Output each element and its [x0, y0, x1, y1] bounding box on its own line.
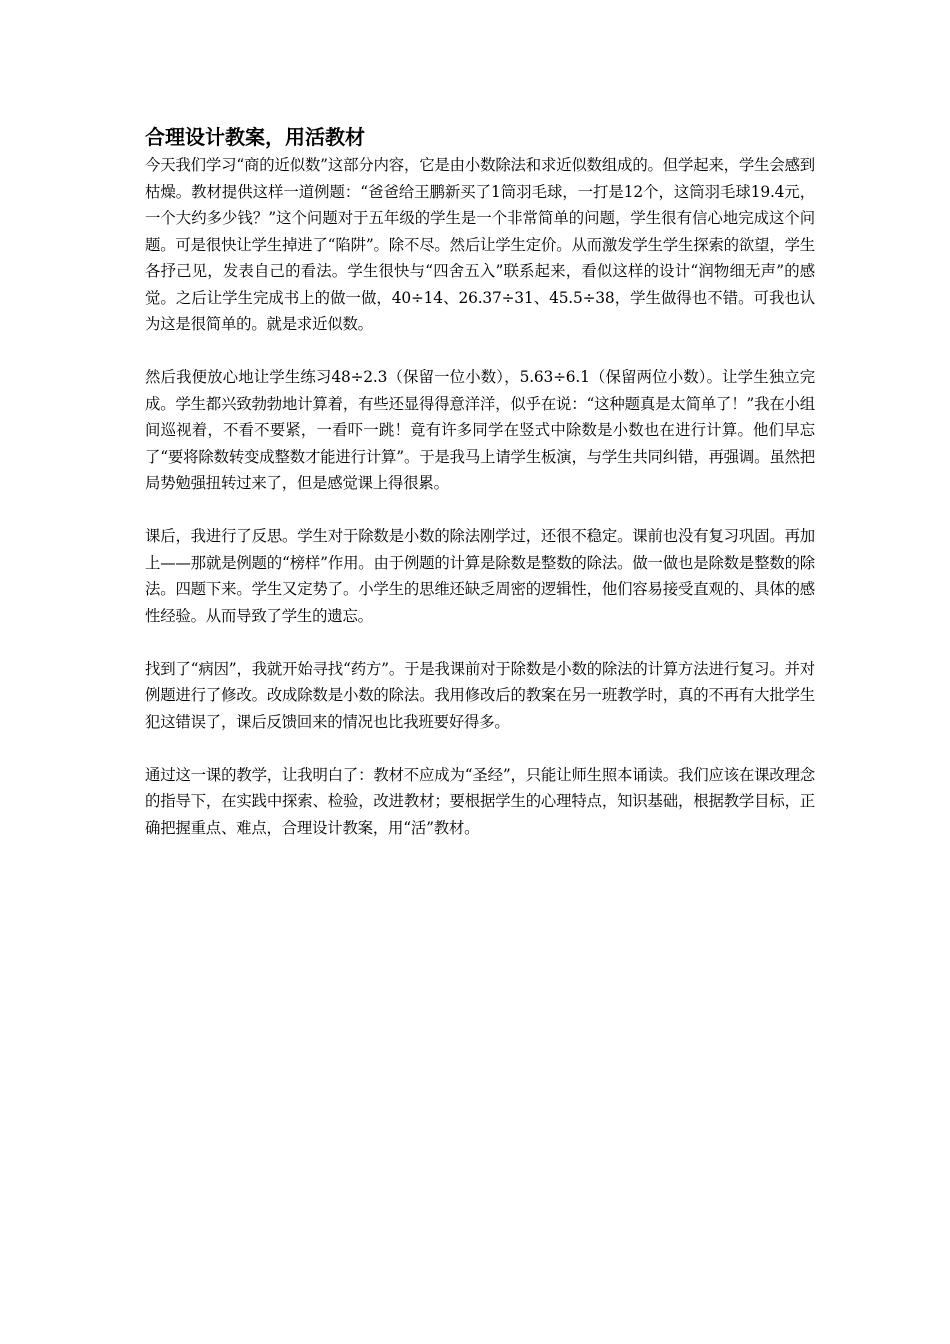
- paragraph-1: 今天我们学习“商的近似数”这部分内容，它是由小数除法和求近似数组成的。但学起来，学生会感到枯燥。教材提供这样一道例题：“爸爸给王鹏新买了1筒羽毛球，一打是12个，这筒羽毛球19.4元，一个大约多少钱？”这个问题对于五年级的学生是一个非常简单的问题，学生很有信心地完成这个问题。可是很快让学生掉进了“陷阱”。除不尽。然后让学生定价。从而激发学生学生探索的欲望，学生各抒己见，发表自己的看法。学生很快与“四舍五入”联系起来，看似这样的设计“润物细无声”的感觉。之后让学生完成书上的做一做，40÷14、26.37÷31、45.5÷38，学生做得也不错。可我也认为这是很简单的。就是求近似数。: [145, 156, 815, 333]
- paragraph-5: 通过这一课的教学，让我明白了：教材不应成为“圣经”，只能让师生照本诵读。我们应该在课改理念的指导下，在实践中探索、检验，改进教材；要根据学生的心理特点，知识基础，根据教学目标，正确把握重点、难点，合理设计教案，用“活”教材。: [145, 765, 815, 837]
- paragraph-4: 找到了“病因”，我就开始寻找“药方”。于是我课前对于除数是小数的除法的计算方法进行复习。并对例题进行了修改。改成除数是小数的除法。我用修改后的教案在另一班教学时，真的不再有大批学生犯这错误了，课后反馈回来的情况也比我班要好得多。: [145, 659, 815, 731]
- paragraph-2: 然后我便放心地让学生练习48÷2.3（保留一位小数），5.63÷6.1（保留两位小数）。让学生独立完成。学生都兴致勃勃地计算着，有些还显得得意洋洋，似乎在说：“这种题真是太简单了！”我在小组间巡视着，不看不要紧，一看吓一跳！竟有许多同学在竖式中除数是小数也在进行计算。他们早忘了“要将除数转变成整数才能进行计算”。于是我马上请学生板演，与学生共同纠错，再强调。虽然把局势勉强扭转过来了，但是感觉课上得很累。: [145, 368, 815, 492]
- document-title: 合理设计教案，用活教材: [145, 125, 365, 149]
- paragraph-3: 课后，我进行了反思。学生对于除数是小数的除法刚学过，还很不稳定。课前也没有复习巩固。再加上——那就是例题的“榜样”作用。由于例题的计算是除数是整数的除法。做一做也是除数是整数的除法。四题下来。学生又定势了。小学生的思维还缺乏周密的逻辑性，他们容易接受直观的、具体的感性经验。从而导致了学生的遗忘。: [145, 527, 815, 625]
- document-body: [145, 123, 815, 841]
